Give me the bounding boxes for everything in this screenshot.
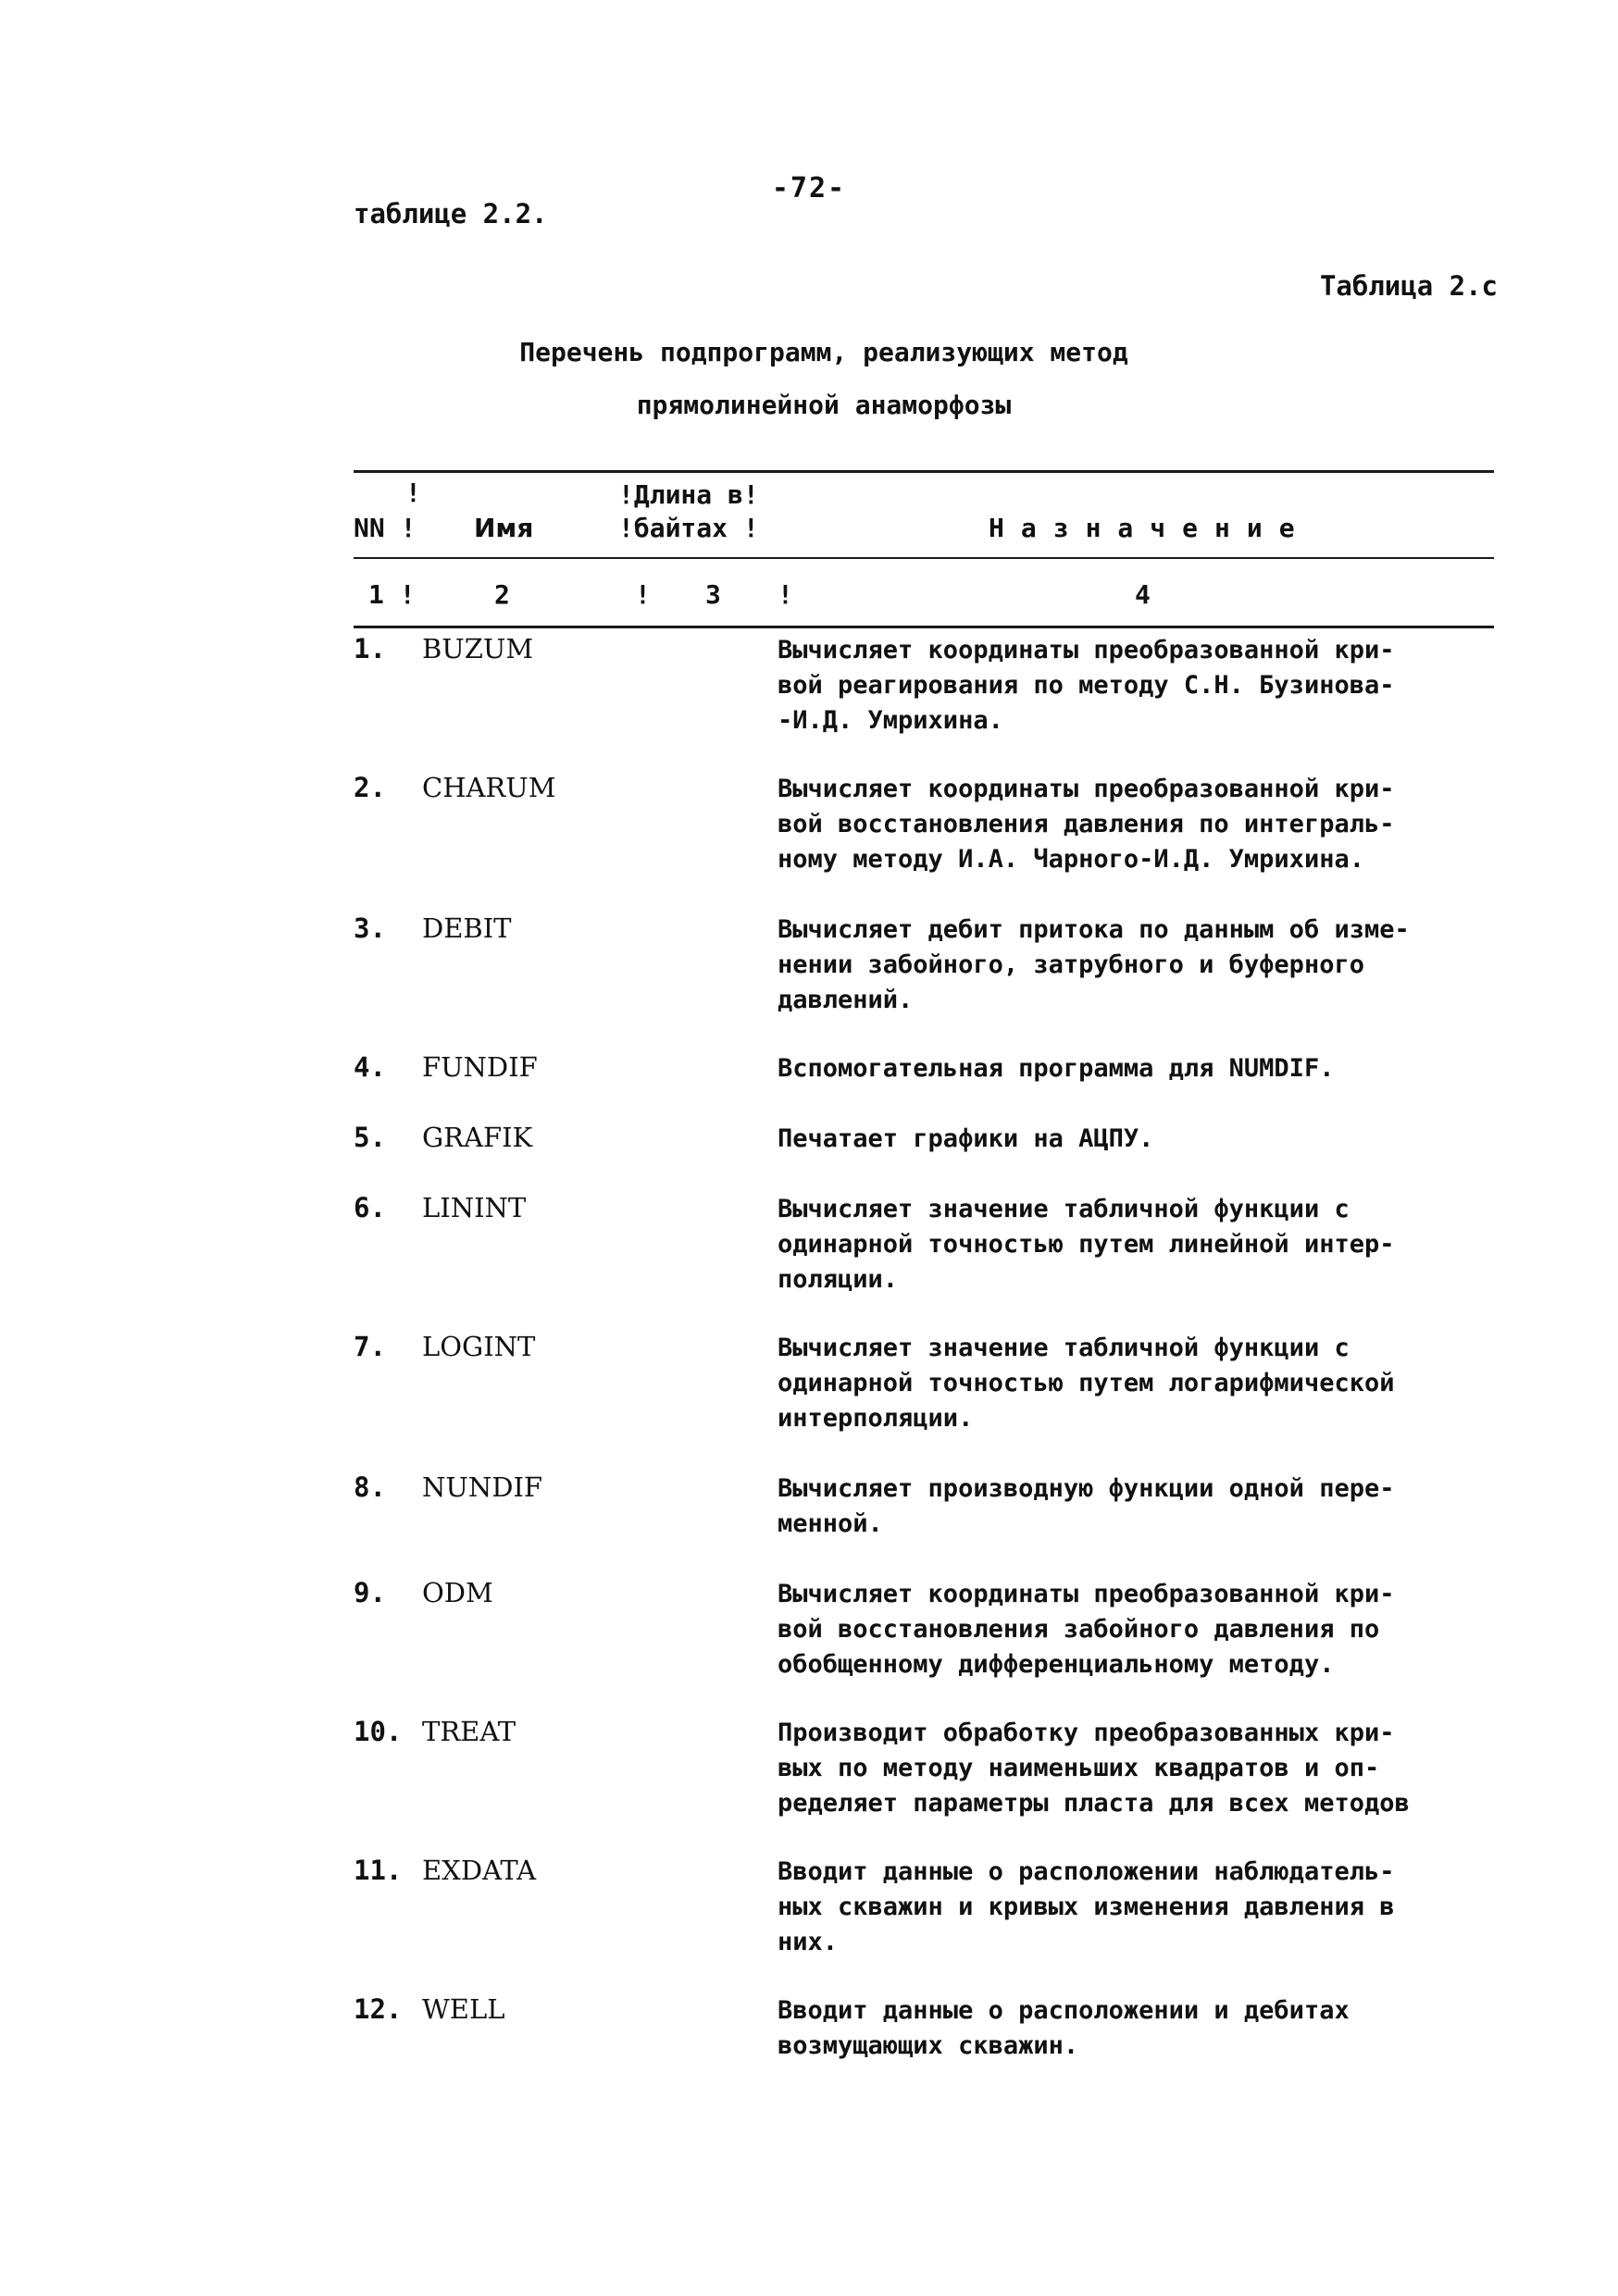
row-description [778,1577,1500,1682]
table-label: Таблица 2.с [1319,270,1498,302]
desc-line: Вычисляет дебит притока по данным об изме- [778,915,1410,944]
colnum-length: 3 [705,579,721,610]
table-caption-line2: прямолинейной анаморфозы [636,390,1012,420]
row-number: 1. [354,633,386,664]
row-number: 7. [354,1331,386,1362]
table-reference: таблице 2.2. [354,198,548,230]
desc-line: возмущающих скважин. [778,2031,1079,2060]
row-name: FUNDIF [422,1051,538,1083]
row-description [778,1192,1500,1297]
colnum-nn: 1 ! [368,579,416,610]
desc-line: Вычисляет координаты преобразованной кри- [778,636,1395,664]
desc-line: Вычисляет значение табличной функции с [778,1334,1350,1362]
desc-line: -И.Д. Умрихина. [778,706,1003,735]
row-description [778,1716,1500,1821]
desc-line: Вычисляет значение табличной функции с [778,1195,1350,1223]
row-description [778,912,1500,1018]
header-length-line1: !Длина в! [618,479,759,510]
desc-line: обобщенному дифференциальному методу. [778,1650,1335,1679]
row-number: 4. [354,1051,386,1083]
table-body-rule [354,626,1494,628]
desc-line: ределяет параметры пласта для всех методов [778,1789,1410,1818]
row-name: LOGINT [422,1331,536,1362]
desc-line: Производит обработку преобразованных кри- [778,1719,1395,1747]
row-name: ODM [422,1577,493,1608]
header-bang: ! [405,478,421,508]
row-number: 11. [354,1855,403,1886]
row-description [778,1331,1500,1436]
desc-line: ных скважин и кривых изменения давления в [778,1893,1395,1921]
table-header-rule [354,557,1494,559]
row-name: EXDATA [422,1855,537,1886]
desc-line: них. [778,1928,839,1956]
desc-line: Вводит данные о расположении наблюдатель- [778,1857,1395,1886]
desc-line: менной. [778,1509,883,1538]
row-description [778,1122,1500,1157]
row-description [778,1855,1500,1960]
desc-line: нении забойного, затрубного и буферного [778,950,1364,979]
row-number: 6. [354,1192,386,1223]
row-description [778,1051,1500,1086]
desc-line: Печатает графики на АЦПУ. [778,1124,1154,1153]
page-number: -72- [771,172,847,205]
header-length-line2: !байтах ! [618,513,759,543]
colnum-length-right: ! [778,579,793,610]
row-description [778,1471,1500,1542]
desc-line: вой реагирования по методу С.Н. Бузинова- [778,671,1395,700]
row-description [778,772,1500,877]
colnum-length-left: ! [635,579,651,610]
desc-line: Вычисляет производную функции одной пере- [778,1474,1395,1503]
header-name: Имя [474,513,534,543]
row-number: 8. [354,1471,386,1503]
table-top-rule [354,470,1494,473]
row-name: CHARUM [422,772,556,803]
row-number: 2. [354,772,386,803]
desc-line: Вычисляет координаты преобразованной кри- [778,775,1395,803]
colnum-name: 2 [494,579,510,610]
row-name: LININT [422,1192,527,1223]
desc-line: давлений. [778,986,914,1014]
row-name: DEBIT [422,912,512,944]
row-number: 3. [354,912,386,944]
desc-line: поляции. [778,1265,899,1294]
desc-line: вых по методу наименьших квадратов и оп- [778,1754,1380,1782]
header-nn: NN ! [354,513,417,543]
row-name: BUZUM [422,633,534,664]
desc-line: вой восстановления давления по интеграль- [778,810,1395,838]
desc-line: вой восстановления забойного давления по [778,1615,1380,1644]
desc-line: Вспомогательная программа для NUMDIF. [778,1054,1335,1083]
row-name: NUNDIF [422,1471,543,1503]
header-purpose: Назначение [989,513,1312,543]
row-name: GRAFIK [422,1122,533,1153]
row-number: 12. [354,1993,403,2025]
desc-line: одинарной точностью путем линейной интер- [778,1230,1395,1259]
row-number: 5. [354,1122,386,1153]
desc-line: ному методу И.А. Чарного-И.Д. Умрихина. [778,845,1364,874]
desc-line: Вводит данные о расположении и дебитах [778,1996,1350,2025]
desc-line: одинарной точностью путем логарифмической [778,1369,1395,1397]
table-caption-line1: Перечень подпрограмм, реализующих метод [519,337,1128,367]
row-number: 9. [354,1577,386,1608]
desc-line: Вычисляет координаты преобразованной кри- [778,1580,1395,1608]
row-description [778,1993,1500,2064]
row-number: 10. [354,1716,403,1747]
desc-line: интерполяции. [778,1404,974,1433]
row-name: TREAT [422,1716,517,1747]
row-description [778,633,1500,738]
colnum-purpose: 4 [1135,579,1151,610]
row-name: WELL [422,1993,505,2025]
